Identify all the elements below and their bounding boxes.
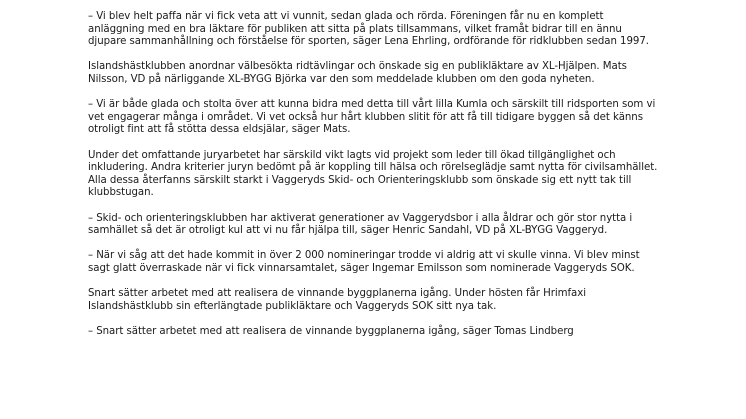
document-body [88, 11, 660, 337]
paragraph-cut-off: – Snart sätter arbetet med att realisera de vinnande byggplanerna igång, säger Tomas Lindberg [88, 325, 574, 337]
paragraph-quote-mats: – Vi är både glada och stolta över att kunna bidra med detta till vårt lilla Kumla och särskilt till ridsporten som vi vet engagerar många i området. Vi vet också hur hårt klubben slitit för att få till tidigare byggen så det känns otroligt fint att få stötta dessa eldsjälar, säger Mats. [88, 99, 656, 136]
paragraph-building-plans: Snart sätter arbetet med att realisera de vinnande byggplanerna igång. Under hösten får Hrimfaxi Islandshästklubb sin efterlängtade publikläktare och Vaggeryds SOK sitt nya tak. [88, 288, 587, 312]
paragraph-quote-ingemar-emilsson: – När vi såg att det hade kommit in över 2 000 nomineringar trodde vi aldrig att vi skulle vinna. Vi blev minst sagt glatt överraskade när vi fick vinnarsamtalet, säger Ingemar Emilsson som nominerade Vaggeryds SOK. [88, 250, 640, 274]
paragraph-jury-criteria: Under det omfattande juryarbetet har särskild vikt lagts vid projekt som leder till ökad tillgänglighet och inkludering. Andra kriterier juryn bedömt på är koppling till hälsa och rörelseglädje samt nytta för civilsamhället. Alla dessa återfanns särskilt starkt i Vaggeryds Skid- och Orienteringsklubb som önskade sig ett nytt tak till klubbstugan. [88, 149, 658, 199]
paragraph-quote-henric-sandahl: – Skid- och orienteringsklubben har aktiverat generationer av Vaggerydsbor i alla åldrar och gör stor nytta i samhället så det är otroligt kul att vi nu får hjälpa till, säger Henric Sandahl, VD på XL-BYGG Vaggeryd. [88, 212, 633, 237]
paragraph-islandshastklubben: Islandshästklubben anordnar välbesökta ridtävlingar och önskade sig en publikläktare av XL-Hjälpen. Mats Nilsson, VD på närliggande XL-BYGG Björka var den som meddelade klubben om den goda nyheten. [88, 61, 627, 85]
paragraph-quote-lena-ehrling: – Vi blev helt paffa när vi fick veta att vi vunnit, sedan glada och rörda. Föreningen får nu en komplett anläggning med en bra läktare för publiken att sitta på plats tillsammans, vilket framåt bidrar till en ännu djupare sammanhållning och förståelse för sporten, säger Lena Ehrling, ordförande för ridklubben sedan 1997. [88, 11, 649, 48]
